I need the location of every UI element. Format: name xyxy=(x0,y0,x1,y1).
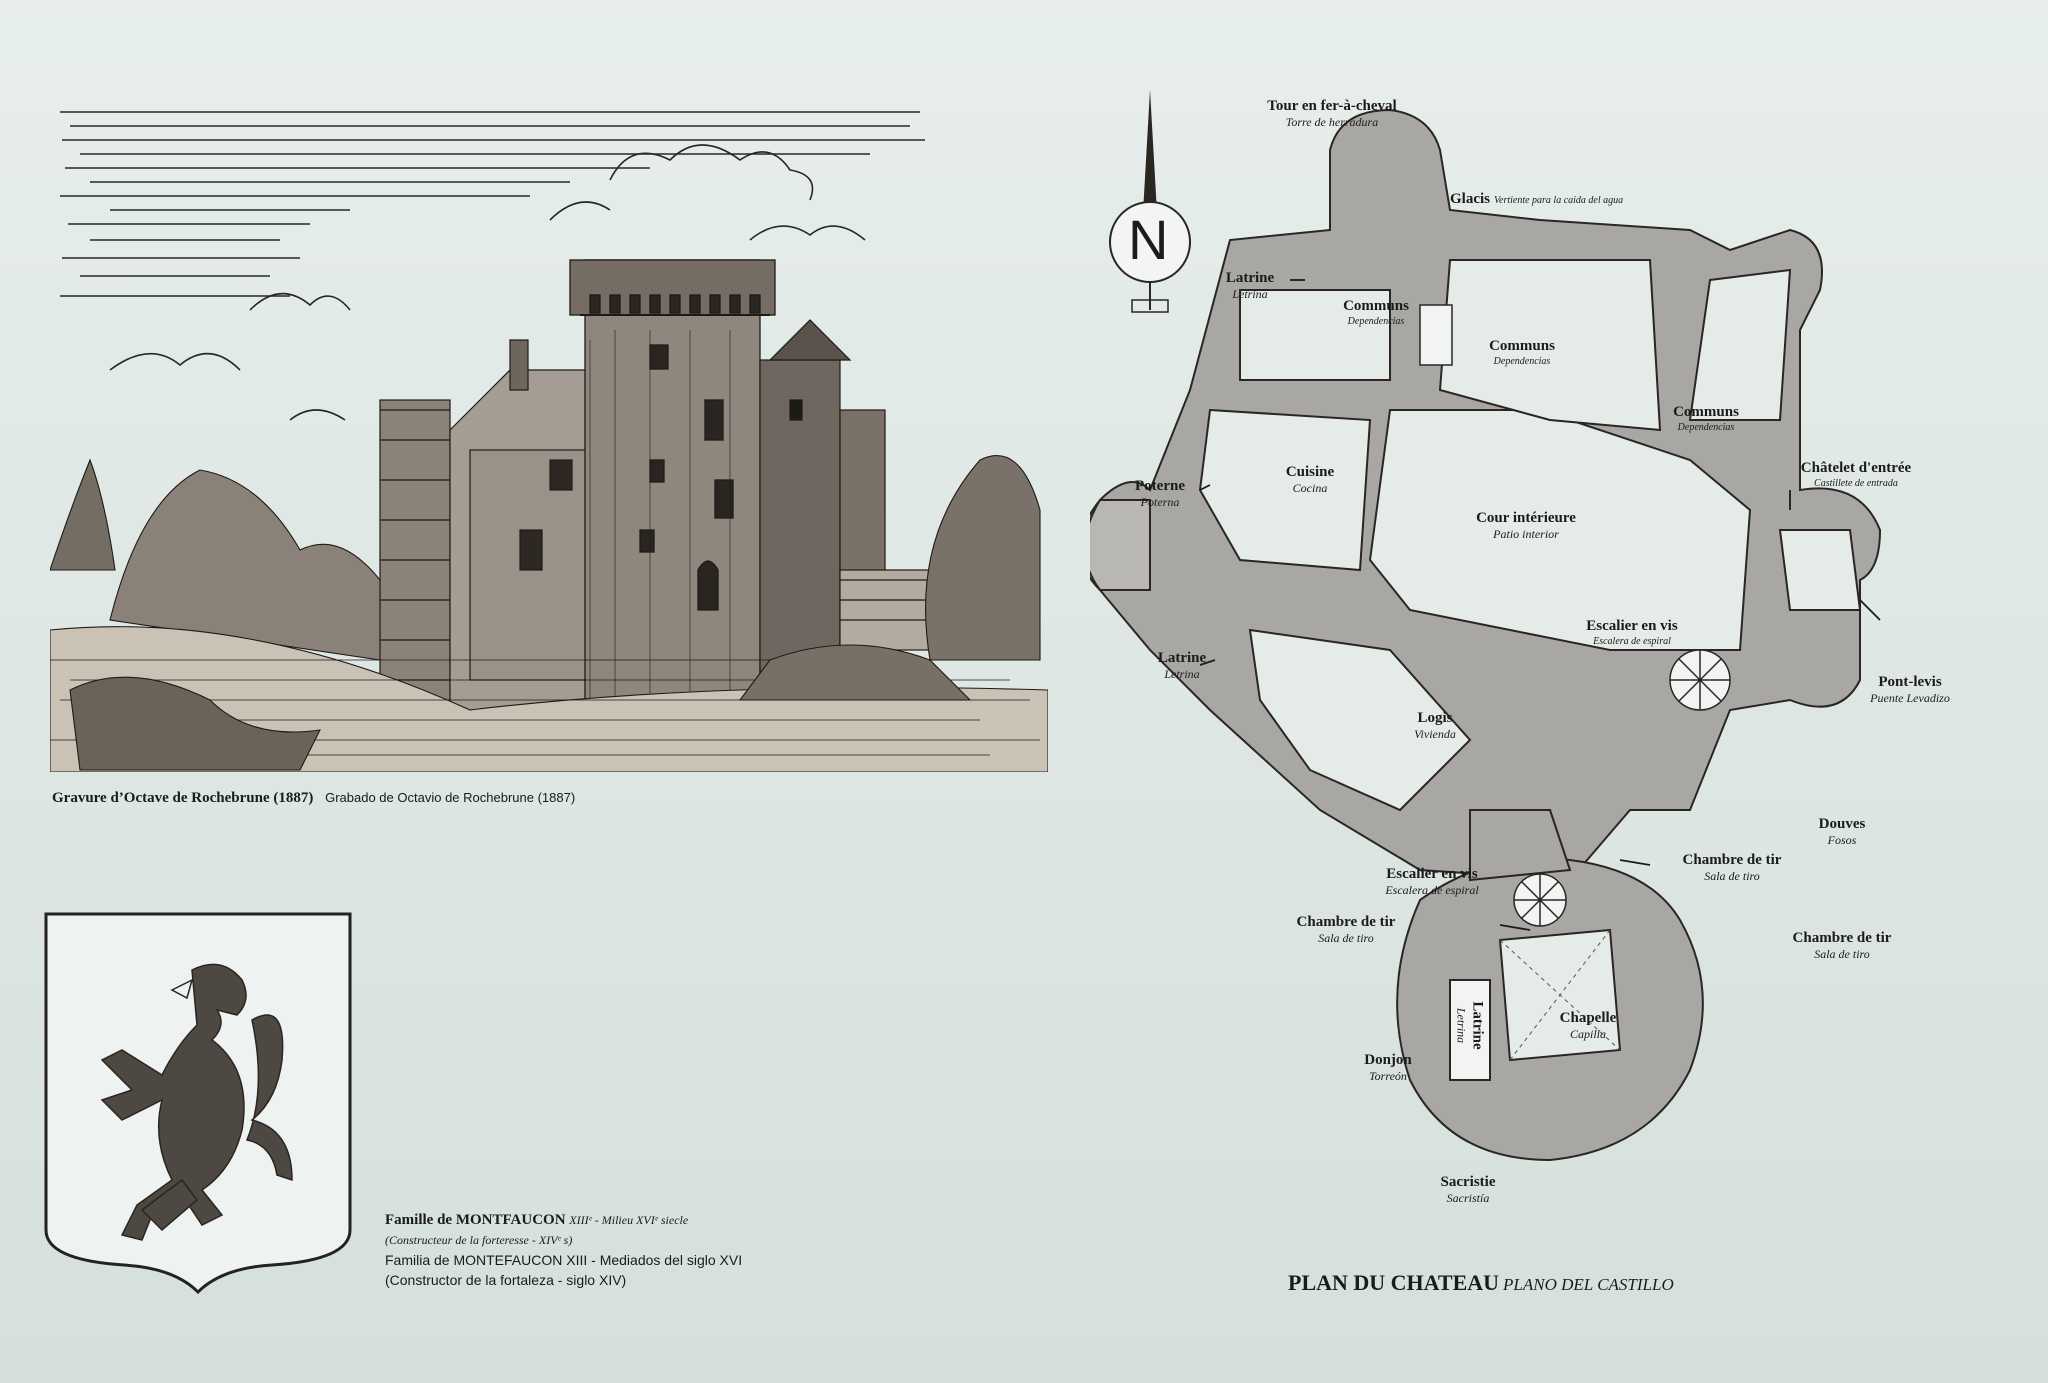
label-latrine-west: Latrine Letrina xyxy=(1157,650,1207,681)
family-caption xyxy=(385,1210,742,1290)
label-chatelet: Châtelet d'entrée Castillete de entrada xyxy=(1800,460,1912,489)
engraving-caption-es: Grabado de Octavio de Rochebrune (1887) xyxy=(325,790,576,805)
family-name-es: Familia de MONTEFAUCON XIII - Mediados del siglo XVI xyxy=(385,1252,743,1268)
castle-engraving xyxy=(50,100,1048,772)
label-logis: Logis Vivienda xyxy=(1414,710,1456,741)
label-communs-right: Communs Dependencias xyxy=(1673,404,1739,433)
engraving-caption xyxy=(52,790,575,807)
label-donjon: Donjon Torreón xyxy=(1364,1052,1412,1083)
plan-title-fr: PLAN DU CHATEAU xyxy=(1288,1270,1500,1295)
label-glacis: Glacis Vertiente para la caida del agua xyxy=(1450,191,1624,207)
label-chapelle: Chapelle Capilla xyxy=(1559,1010,1617,1041)
label-communs-left: Communs Dependencias xyxy=(1343,298,1409,327)
family-dates-fr: XIIIᵉ - Milieu XVIᵉ siecle xyxy=(569,1213,689,1227)
label-horseshoe-tower: Tour en fer-à-cheval Torre de herradura xyxy=(1267,98,1397,129)
label-chambre-tir-west: Chambre de tir Sala de tiro xyxy=(1296,914,1396,945)
coat-of-arms-shield xyxy=(42,910,354,1295)
family-builder-es: (Constructor de la fortaleza - siglo XIV) xyxy=(385,1272,627,1288)
engraving-sky-hatching xyxy=(60,112,925,296)
label-escalier-vis-south: Escalier en vis Escalera de espiral xyxy=(1385,866,1479,897)
engraving-great-tower xyxy=(570,260,775,720)
plan-title-es: PLANO DEL CASTILLO xyxy=(1503,1275,1674,1294)
compass-north-letter: N xyxy=(1128,208,1169,271)
plan-labels xyxy=(1090,90,2010,1240)
label-douves: Douves Fosos xyxy=(1818,816,1866,847)
label-chambre-tir-east: Chambre de tir Sala de tiro xyxy=(1792,930,1892,961)
label-communs-center: Communs Dependencias xyxy=(1489,338,1555,367)
label-escalier-vis-north: Escalier en vis Escalera de espiral xyxy=(1586,618,1678,647)
label-cour-interieure: Cour intérieure Patio interior xyxy=(1476,510,1576,541)
label-cuisine: Cuisine Cocina xyxy=(1285,464,1335,495)
label-latrine-nw: Latrine Letrina xyxy=(1225,270,1275,301)
family-builder-fr: (Constructeur de la forteresse - XIVᵉ s) xyxy=(385,1233,573,1247)
plan-title xyxy=(1288,1270,1674,1296)
label-pont-levis: Pont-levis Puente Levadizo xyxy=(1870,674,1950,705)
label-sacristie: Sacristie Sacristía xyxy=(1440,1174,1496,1205)
family-name-fr: Famille de MONTFAUCON xyxy=(385,1212,566,1228)
label-latrine-donjon: Latrine Letrina xyxy=(1454,1001,1486,1050)
engraving-caption-fr: Gravure d’Octave de Rochebrune (1887) xyxy=(52,790,314,806)
label-poterne: Poterne Poterna xyxy=(1135,478,1185,509)
label-chambre-tir-north: Chambre de tir Sala de tiro xyxy=(1682,852,1782,883)
